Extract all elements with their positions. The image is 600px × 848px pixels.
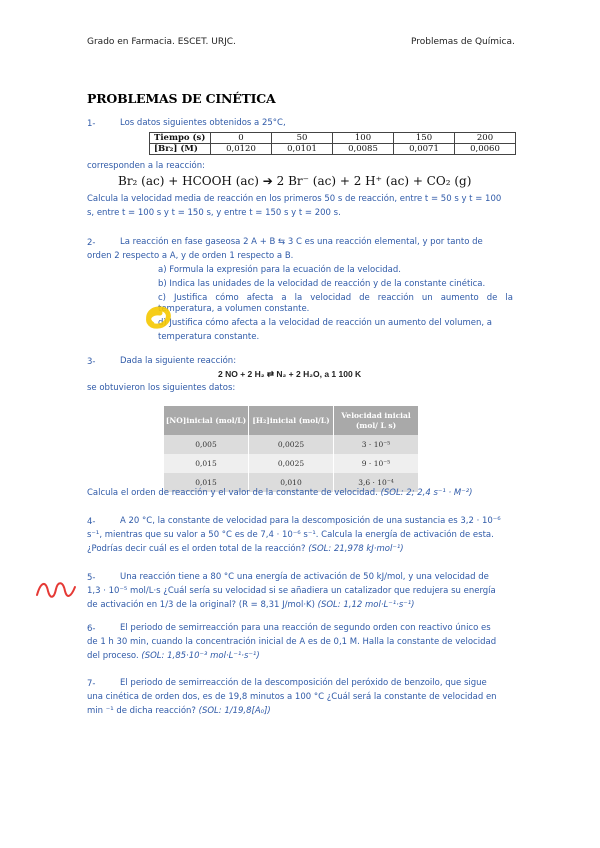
problem-3-number: 3- [87,357,96,367]
problem-7-line1: El periodo de semirreacción de la descomposición del peróxido de benzoilo, que sigue [120,678,487,688]
table-cell: 0,015 [164,454,249,473]
table-cell: 0,0025 [249,454,334,473]
problem-4-line3 [87,542,404,556]
problem-6-line3 [87,649,260,663]
table-cell: 0,0060 [455,144,516,155]
initial-rate-table [164,406,419,492]
table-cell: 0 [211,133,272,144]
problem-5-number: 5- [87,573,96,583]
problem-7-line2: una cinética de orden dos, es de 19,8 minutos a 100 °C ¿Cuál será la constante de velocidad en [87,692,497,702]
problem-2-item-c-line2: temperatura, a volumen constante. [158,304,310,314]
table-cell: 200 [455,133,516,144]
table-header-no: [NO]inicial (mol/L) [164,406,249,435]
problem-4-line2: s⁻¹, mientras que su valor a 50 °C es de 7,4 · 10⁻⁶ s⁻¹. Calcula la energía de activación de esta. [87,530,494,540]
problem-3-solution: (SOL: 2; 2,4 s⁻¹ · M⁻²) [380,488,473,498]
page-title: PROBLEMAS DE CINÉTICA [87,91,276,106]
problem-2-item-b: b) Indica las unidades de la velocidad de reacción y de la constante cinética. [158,279,486,289]
table-cell: 0,015 [164,473,249,492]
table-cell: 0,0071 [394,144,455,155]
table-header-time: Tiempo (s) [150,133,211,144]
problem-5-solution: (SOL: 1,12 mol·L⁻¹·s⁻¹) [317,600,415,610]
table-cell: 3,6 · 10⁻⁴ [334,473,419,492]
problem-1-text-line1: Calcula la velocidad media de reacción en los primeros 50 s de reacción, entre t = 50 s y t = 100 [87,194,502,204]
highlighter-mark [140,302,176,334]
table-cell: 0,005 [164,435,249,454]
table-cell: 3 · 10⁻⁵ [334,435,419,454]
problem-2-item-d-line1: d) Justifica cómo afecta a la velocidad de reacción un aumento del volumen, a [158,318,492,328]
problem-2-line2: orden 2 respecto a A, y de orden 1 respecto a B. [87,251,294,261]
problem-4-number: 4- [87,517,96,527]
table-header-rate: Velocidad inicial (mol/ L s) [334,406,419,435]
table-header-concentration: [Br₂] (M) [150,144,211,155]
header-right: Problemas de Química. [411,37,515,47]
problem-1-number: 1- [87,119,96,129]
problem-5-line3 [87,598,415,612]
table-cell: 0,010 [249,473,334,492]
problem-7-solution: (SOL: 1/19,8[A₀]) [198,706,271,716]
header-left: Grado en Farmacia. ESCET. URJC. [87,37,236,47]
problem-4-solution: (SOL: 21,978 kJ·mol⁻¹) [308,544,404,554]
problem-1-text-line2: s, entre t = 100 s y t = 150 s, y entre t = 150 s y t = 200 s. [87,208,341,218]
time-concentration-table [149,132,516,155]
problem-3-after: se obtuvieron los siguientes datos: [87,383,236,393]
problem-4-line1: A 20 °C, la constante de velocidad para la descomposición de una sustancia es 3,2 · 10⁻⁶ [120,516,501,526]
problem-5-line2: 1,3 · 10⁻⁵ mol/L·s ¿Cuál sería su velocidad si se añadiera un catalizador que redujera su energía [87,586,496,596]
problem-7-line3-text: min ⁻¹ de dicha reacción? [87,706,196,716]
problem-7-number: 7- [87,679,96,689]
table-cell: 150 [394,133,455,144]
problem-5-line3-text: de activación en 1/3 de la original? (R = 8,31 J/mol·K) [87,600,315,610]
problem-1-intro: Los datos siguientes obtenidos a 25°C, [120,118,286,128]
problem-2-item-c-line1: c) Justifica cómo afecta a la velocidad de reacción un aumento de la [158,293,513,303]
problem-6-number: 6- [87,624,96,634]
table-cell: 0,0120 [211,144,272,155]
problem-2-item-a: a) Formula la expresión para la ecuación de la velocidad. [158,265,401,275]
table-cell: 100 [333,133,394,144]
problem-3-question-text: Calcula el orden de reacción y el valor de la constante de velocidad. [87,488,378,498]
problem-7-line3 [87,704,271,718]
problem-2-line1: La reacción en fase gaseosa 2 A + B ⇆ 3 C es una reacción elemental, y por tanto de [120,237,483,247]
table-cell: 50 [272,133,333,144]
problem-2-item-d-line2: temperatura constante. [158,332,260,342]
table-cell: 0,0025 [249,435,334,454]
table-cell: 0,0085 [333,144,394,155]
problem-6-line2: de 1 h 30 min, cuando la concentración inicial de A es de 0,1 M. Halla la constante de velocidad [87,637,497,647]
squiggle-mark [34,577,78,603]
problem-4-line3-text: ¿Podrías decir cuál es el orden total de la reacción? [87,544,306,554]
table-cell: 9 · 10⁻⁵ [334,454,419,473]
problem-2-number: 2- [87,238,96,248]
problem-3-equation: 2 NO + 2 H₂ ⇄ N₂ + 2 H₂O, a 1 100 K [218,369,362,379]
problem-3-intro: Dada la siguiente reacción: [120,356,237,366]
problem-6-line3-text: del proceso. [87,651,139,661]
problem-1-equation: Br₂ (ac) + HCOOH (ac) ➔ 2 Br⁻ (ac) + 2 H⁺ (ac) + CO₂ (g) [118,174,472,188]
problem-1-after: corresponden a la reacción: [87,161,205,171]
table-header-h2: [H₂]inicial (mol/L) [249,406,334,435]
problem-5-line1: Una reacción tiene a 80 °C una energía de activación de 50 kJ/mol, y una velocidad de [120,572,489,582]
problem-3-question [87,486,472,500]
table-cell: 0,0101 [272,144,333,155]
problem-6-solution: (SOL: 1,85·10⁻³ mol·L⁻¹·s⁻¹) [141,651,260,661]
problem-6-line1: El periodo de semirreacción para una reacción de segundo orden con reactivo único es [120,623,491,633]
